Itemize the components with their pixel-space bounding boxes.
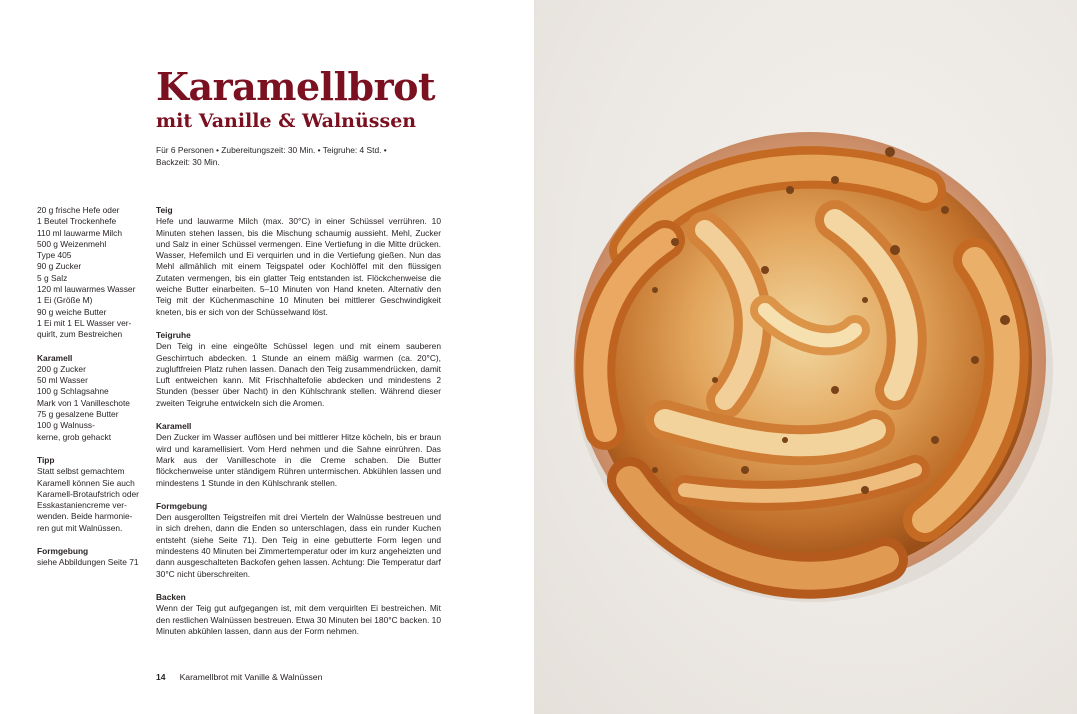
step-text-karamell: Den Zucker im Wasser auflösen und bei mittlerer Hitze köcheln, bis er braun wird und karamellisiert. Vom Herd nehmen und die Sahne einrühren. Das Mark aus der Vanilleschote in die Creme schaben. Die Butter flöckchenweise unter ständigem Rühren untermischen. Abkühlen lassen und mindestens 1 Stunde in den Kühlschrank stellen. (156, 432, 441, 488)
ingredient-line: 1 Ei (Größe M) (37, 295, 93, 306)
ingredient-line: 120 ml lauwarmes Wasser (37, 284, 136, 295)
step-text-teig: Hefe und lauwarme Milch (max. 30°C) in einer Schüssel verrühren. 10 Minuten stehen lassen, bis die Mischung schaumig aussieht. Mehl, Zucker und Salz in einer Schüssel vermengen. Eine Vertiefung in die Mitte drücken. Wasser, Hefemilch und Ei verquirlen und in die Vertiefung gießen. Nun das Mehl allmählich mit einem Teigspatel oder Kochlöffel mit den flüssigen Zutaten vermengen, bis ein glatter Teig entstanden ist. Flöckchenweise die weiche Butter einarbeiten. 5–10 Minuten von Hand kneten. Alternativ den Teig mit der Küchenmaschine 10 Minuten bei mittlerer Geschwindigkeit kneten, bis er sich von der Schüsselwand löst. (156, 216, 441, 317)
ingredient-line: 90 g weiche Butter (37, 306, 107, 317)
formgebung-reference: siehe Abbildungen Seite 71 (37, 557, 139, 568)
ingredient-line: Mark von 1 Vanilleschote (37, 397, 130, 408)
ingredient-line: 1 Ei mit 1 EL Wasser ver- (37, 317, 132, 328)
meta-line: Für 6 Personen • Zubereitungszeit: 30 Min. • Teigruhe: 4 Std. • (156, 145, 387, 155)
step-heading-teig: Teig (156, 205, 173, 215)
ingredient-line: 1 Beutel Trockenhefe (37, 216, 117, 227)
step-text-backen: Wenn der Teig gut aufgegangen ist, mit dem verquirlten Ei bestreichen. Mit den restlichen Walnüssen bestreuen. Etwa 30 Minuten bei 180°C backen. 10 Minuten abkühlen lassen, dann aus der Form nehmen. (156, 603, 441, 636)
bread-photo (535, 0, 1077, 714)
running-title: Karamellbrot mit Vanille & Walnüssen (179, 672, 323, 682)
ingredient-line: 100 g Walnuss- (37, 420, 95, 431)
ingredient-line: 20 g frische Hefe oder (37, 205, 120, 215)
step-heading-teigruhe: Teigruhe (156, 329, 191, 340)
step-text-teigruhe: Den Teig in eine eingeölte Schüssel legen und mit einem sauberen Geschirrtuch abdecken. 1 Stunde an einem mäßig warmen (ca. 20°C), zugluftfreien Platz ruhen lassen. Danach den Teig zusammendrücken, damit Luft entweichen kann. Mit Frischhaltefolie abdecken und mindestens 2 Stunden (besser über Nacht) in den Kühlschrank stellen. Während dieser zweiten Teigruhe entwickeln sich die Aromen. (156, 341, 441, 408)
step-heading-backen: Backen (156, 591, 186, 602)
tip-line: ren gut mit Walnüssen. (37, 522, 123, 533)
meta-line: Backzeit: 30 Min. (156, 156, 220, 167)
page-number: 14 (156, 672, 166, 682)
ingredients-karamell-heading: Karamell (37, 352, 73, 363)
step-text-formgebung: Den ausgerollten Teigstreifen mit drei Vierteln der Walnüsse bestreuen und in sich drehen, dann die Enden so unterschlagen, dass ein runder Kuchen entsteht (siehe Seite 71). Den Teig in eine gebutterte Form legen und mindestens 40 Minuten bei Zimmertemperatur oder im kurz angeheizten und dann ausgeschalteten Backofen gehen lassen. Achtung: Die Temperatur darf 30°C nicht überschreiten. (156, 512, 441, 579)
tip-line: Esskastaniencreme ver- (37, 500, 127, 511)
tip-line: Statt selbst gemachtem (37, 466, 125, 477)
ingredients-column (37, 205, 149, 569)
tip-line: wenden. Beide harmonie- (37, 511, 133, 522)
tip-heading: Tipp (37, 454, 55, 465)
ingredient-line: Type 405 (37, 250, 72, 261)
right-page-photo (535, 0, 1077, 714)
ingredient-line: 100 g Schlagsahne (37, 386, 109, 397)
ingredient-line: 5 g Salz (37, 272, 68, 283)
ingredient-line: 75 g gesalzene Butter (37, 409, 119, 420)
step-heading-formgebung: Formgebung (156, 500, 208, 511)
left-page (0, 0, 535, 714)
step-heading-karamell: Karamell (156, 421, 192, 432)
ingredient-line: 200 g Zucker (37, 363, 86, 374)
ingredient-line: kerne, grob gehackt (37, 431, 112, 442)
ingredient-line: 50 ml Wasser (37, 375, 88, 386)
page-footer (156, 672, 322, 682)
ingredient-line: 110 ml lauwarme Milch (37, 227, 123, 238)
formgebung-reference-heading: Formgebung (37, 546, 89, 557)
method-column (156, 205, 441, 637)
recipe-subtitle: mit Vanille & Walnüssen (156, 110, 417, 132)
ingredient-line: 90 g Zucker (37, 261, 82, 272)
tip-line: Karamell können Sie auch (37, 477, 135, 488)
recipe-meta (156, 145, 406, 168)
tip-line: Karamell-Brotaufstrich oder (37, 488, 139, 499)
recipe-title: Karamellbrot (156, 64, 436, 109)
ingredient-line: quirlt, zum Bestreichen (37, 329, 123, 340)
ingredient-line: 500 g Weizenmehl (37, 238, 107, 249)
